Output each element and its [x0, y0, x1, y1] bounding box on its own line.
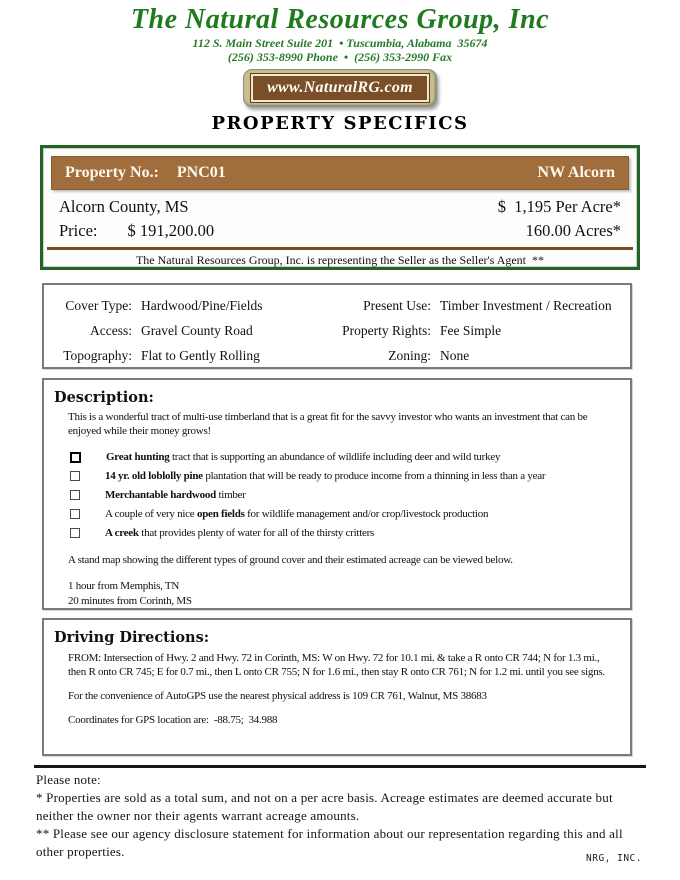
stand-map-note: A stand map showing the different types of ground cover and their estimated acreage can be viewed below.	[68, 554, 513, 566]
access-label: Access:	[90, 323, 132, 338]
bullet-bold: Merchantable hardwood	[105, 489, 216, 501]
access-value: Gravel County Road	[141, 323, 253, 338]
list-item	[70, 507, 620, 522]
bullet-text	[105, 488, 246, 503]
property-no	[65, 164, 226, 182]
details-row	[44, 318, 630, 343]
property-details-box	[42, 283, 632, 369]
checkbox-bullet-icon	[70, 528, 80, 538]
bullet-rest: for wildlife management and/or crop/livestock production	[244, 508, 489, 520]
region-label: NW Alcorn	[537, 164, 615, 181]
bullet-text	[105, 507, 488, 522]
bullet-bold: Great hunting	[106, 451, 170, 463]
details-row	[44, 343, 630, 368]
price-label: Price:	[59, 221, 98, 240]
footer-note-1: * Properties are sold as a total sum, and not on a per acre basis. Acreage estimates are deemed accurate but neither the owner nor their agents warrant acreage amounts.	[36, 790, 613, 823]
footer-note-2: ** Please see our agency disclosure statement for information about our representation regarding this and all other properties.	[36, 826, 623, 859]
bullet-bold: 14 yr. old loblolly pine	[105, 470, 203, 482]
distance-notes	[68, 579, 620, 609]
description-heading: Description:	[54, 389, 154, 406]
website-button[interactable]	[243, 69, 437, 107]
bullet-text	[105, 469, 545, 484]
property-rights-label: Property Rights:	[342, 323, 431, 338]
bullet-text	[105, 526, 374, 541]
zoning-label: Zoning:	[388, 348, 431, 363]
description-box	[42, 378, 632, 610]
topography-label: Topography:	[63, 348, 132, 363]
property-summary-box	[40, 145, 640, 270]
bullet-bold: open fields	[196, 508, 245, 520]
feature-bullet-list	[54, 450, 620, 541]
topography-value: Flat to Gently Rolling	[141, 348, 260, 363]
property-rows	[59, 195, 621, 243]
driving-directions-box	[42, 618, 632, 756]
directions-text: FROM: Intersection of Hwy. 2 and Hwy. 72 in Corinth, MS: W on Hwy. 72 for 10.1 mi. & take a R onto CR 744; N for 1.3 mi., then R onto CR 745; E for 0.7 mi., then L onto CR 755; N for 1.6 mi., then stay R onto CR 761; N for 1.2 mi. until you see signs.	[68, 652, 605, 678]
driving-directions-heading: Driving Directions:	[54, 629, 210, 646]
distance-line: 20 minutes from Corinth, MS	[68, 595, 192, 607]
list-item	[70, 488, 620, 503]
checkbox-bullet-icon	[70, 509, 80, 519]
price-row	[59, 219, 621, 243]
bullet-text	[106, 450, 500, 465]
present-use-label: Present Use:	[363, 298, 431, 313]
bullet-rest: tract that is supporting an abundance of wildlife including deer and wild turkey	[169, 451, 501, 463]
footer-notes	[36, 771, 646, 861]
list-item	[70, 469, 620, 484]
cover-type-value: Hardwood/Pine/Fields	[141, 298, 263, 313]
property-header-bar	[51, 156, 629, 190]
autogps-note: For the convenience of AutoGPS use the nearest physical address is 109 CR 761, Walnut, MS 38683	[68, 690, 487, 702]
distance-line: 1 hour from Memphis, TN	[68, 580, 180, 592]
price-value: $ 191,200.00	[127, 221, 215, 240]
property-no-value: PNC01	[176, 164, 226, 181]
per-acre-value: $ 1,195 Per Acre*	[497, 197, 621, 216]
signature: NRG, INC.	[586, 853, 642, 864]
present-use-value: Timber Investment / Recreation	[440, 298, 612, 313]
acres-value: 160.00 Acres*	[525, 221, 621, 240]
details-row	[44, 293, 630, 318]
company-phone-fax: (256) 353-8990 Phone • (256) 353-2990 Fax	[227, 50, 453, 64]
bullet-rest: plantation that will be ready to produce income from a thinning in less than a year	[202, 470, 546, 482]
checkbox-bullet-icon	[70, 452, 81, 463]
bullet-bold: A creek	[105, 527, 139, 539]
page-title: PROPERTY SPECIFICS	[211, 113, 469, 134]
checkbox-bullet-icon	[70, 490, 80, 500]
checkbox-bullet-icon	[70, 471, 80, 481]
property-rights-value: Fee Simple	[440, 323, 502, 338]
gps-coordinates: Coordinates for GPS location are: -88.75; 34.988	[68, 714, 278, 726]
price-group	[59, 219, 214, 243]
please-note-heading: Please note:	[36, 772, 101, 787]
zoning-value: None	[440, 348, 470, 363]
county-value: Alcorn County, MS	[59, 197, 189, 216]
property-no-label: Property No.:	[65, 164, 159, 181]
company-address: 112 S. Main Street Suite 201 • Tuscumbia, Alabama 35674	[192, 36, 488, 50]
bullet-rest: timber	[215, 489, 246, 501]
company-name: The Natural Resources Group, Inc	[130, 4, 550, 35]
list-item	[70, 526, 620, 541]
brown-divider	[47, 247, 633, 250]
footer-divider	[34, 765, 646, 768]
list-item	[70, 450, 620, 465]
letterhead	[0, 4, 680, 107]
agent-representation-note: The Natural Resources Group, Inc. is representing the Seller as the Seller's Agent **	[135, 253, 545, 267]
bullet-pre: A couple of very nice	[105, 508, 197, 520]
county-row	[59, 195, 621, 219]
website-url: www.NaturalRG.com	[251, 74, 429, 102]
description-intro: This is a wonderful tract of multi-use timberland that is a great fit for the savvy investor who wants an investment that can be enjoyed while their money grows!	[68, 411, 588, 437]
cover-type-label: Cover Type:	[65, 298, 132, 313]
bullet-rest: that provides plenty of water for all of the thirsty critters	[138, 527, 375, 539]
